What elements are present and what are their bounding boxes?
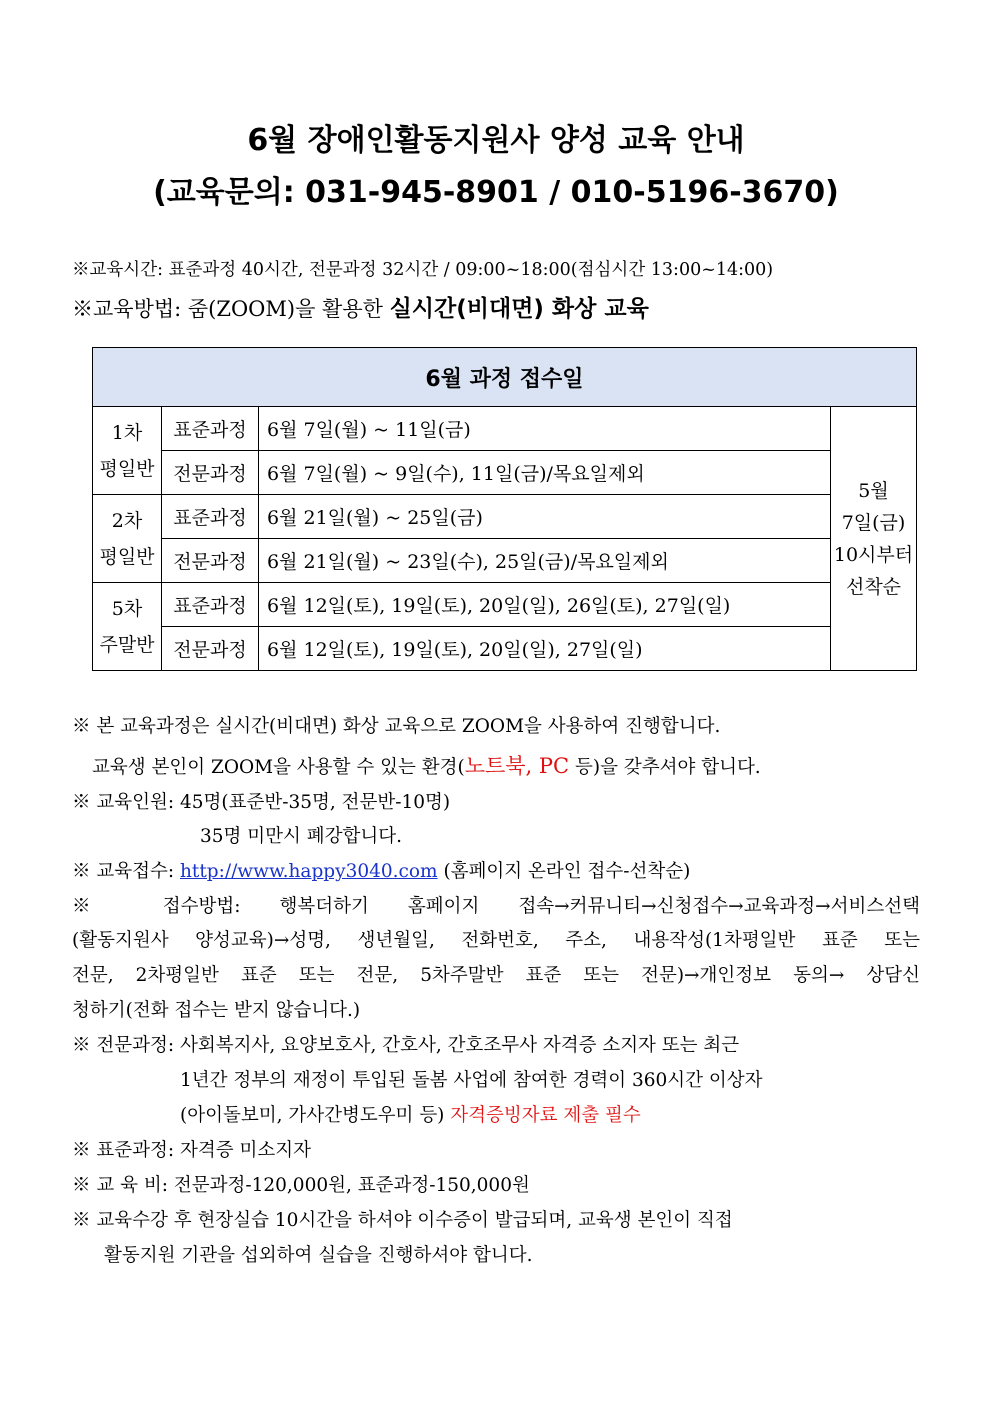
notice-method-line1: ※ 접수방법: 행복더하기 홈페이지 접속→커뮤니티→신청접수→교육과정→서비스선택 (72, 896, 920, 917)
notice-capacity: ※ 교육인원: 45명(표준반-35명, 전문반-10명) (72, 792, 451, 813)
notice-zoom: ※ 본 교육과정은 실시간(비대면) 화상 교육으로 ZOOM을 사용하여 진행합니다. (72, 716, 721, 737)
course-dates: 6월 7일(월) ~ 11일(금) (259, 407, 831, 451)
notice-environment: 교육생 본인이 ZOOM을 사용할 수 있는 환경(노트북, PC 등)을 갖추셔야 합니다. (92, 754, 761, 778)
homepage-link[interactable]: http://www.happy3040.com (179, 861, 438, 882)
notice-cancel: 35명 미만시 폐강합니다. (200, 826, 403, 847)
device-requirement: 노트북, PC (464, 754, 570, 778)
course-type: 표준과정 (162, 495, 259, 539)
notice-practice-line2: 활동지원 기관을 섭외하여 실습을 진행하셔야 합니다. (104, 1245, 533, 1266)
table-row (93, 451, 917, 495)
course-type: 전문과정 (162, 539, 259, 583)
required-document: 자격증빙자료 제출 필수 (450, 1105, 641, 1126)
notice-expert-line3: (아이돌보미, 가사간병도우미 등) 자격증빙자료 제출 필수 (180, 1105, 641, 1126)
course-dates: 6월 12일(토), 19일(토), 20일(일), 26일(토), 27일(일) (259, 583, 831, 627)
note-education-method (72, 290, 649, 323)
notice-fee: ※ 교 육 비: 전문과정-120,000원, 표준과정-150,000원 (72, 1175, 530, 1196)
notice-method-line3: 전문, 2차평일반 표준 또는 전문, 5차주말반 표준 또는 전문)→개인정보 동의→ 상담신 (72, 965, 920, 986)
reception-info: 5월 7일(금) 10시부터 선착순 (831, 407, 917, 671)
table-row (93, 407, 917, 451)
group-label-1: 1차 평일반 (93, 407, 162, 495)
title-line-2: (교육문의: 031-945-8901 / 010-5196-3670) (153, 175, 839, 210)
group-label-5: 5차 주말반 (93, 583, 162, 671)
notice-expert-line2: 1년간 정부의 재정이 투입된 돌봄 사업에 참여한 경력이 360시간 이상자 (180, 1070, 763, 1091)
course-dates: 6월 21일(월) ~ 25일(금) (259, 495, 831, 539)
notice-method-line2: (활동지원사 양성교육)→성명, 생년월일, 전화번호, 주소, 내용작성(1차평일반 표준 또는 (72, 930, 920, 951)
table-row (93, 583, 917, 627)
notice-standard: ※ 표준과정: 자격증 미소지자 (72, 1140, 311, 1161)
notice-expert-line1: ※ 전문과정: 사회복지사, 요양보호사, 간호사, 간호조무사 자격증 소지자 또는 최근 (72, 1035, 740, 1056)
note-education-time: ※교육시간: 표준과정 40시간, 전문과정 32시간 / 09:00~18:00(점심시간 13:00~14:00) (72, 260, 774, 280)
table-row (93, 495, 917, 539)
notice-practice-line1: ※ 교육수강 후 현장실습 10시간을 하셔야 이수증이 발급되며, 교육생 본인이 직접 (72, 1210, 733, 1231)
course-type: 전문과정 (162, 627, 259, 671)
course-dates: 6월 12일(토), 19일(토), 20일(일), 27일(일) (259, 627, 831, 671)
title-line-1: 6월 장애인활동지원사 양성 교육 안내 (247, 123, 745, 158)
group-label-2: 2차 평일반 (93, 495, 162, 583)
table-header: 6월 과정 접수일 (93, 348, 917, 407)
course-type: 전문과정 (162, 451, 259, 495)
table-row (93, 627, 917, 671)
course-type: 표준과정 (162, 407, 259, 451)
course-dates: 6월 21일(월) ~ 23일(수), 25일(금)/목요일제외 (259, 539, 831, 583)
course-dates: 6월 7일(월) ~ 9일(수), 11일(금)/목요일제외 (259, 451, 831, 495)
schedule-table (92, 347, 917, 671)
note-method-emphasis: 실시간(비대면) 화상 교육 (389, 296, 649, 322)
notice-registration: ※ 교육접수: http://www.happy3040.com (홈페이지 온라인 접수-선착순) (72, 861, 691, 882)
table-row (93, 539, 917, 583)
course-type: 표준과정 (162, 583, 259, 627)
note-method-prefix: ※교육방법: 줌(ZOOM)을 활용한 (72, 297, 390, 321)
notice-method-line4: 청하기(전화 접수는 받지 않습니다.) (72, 1000, 361, 1021)
